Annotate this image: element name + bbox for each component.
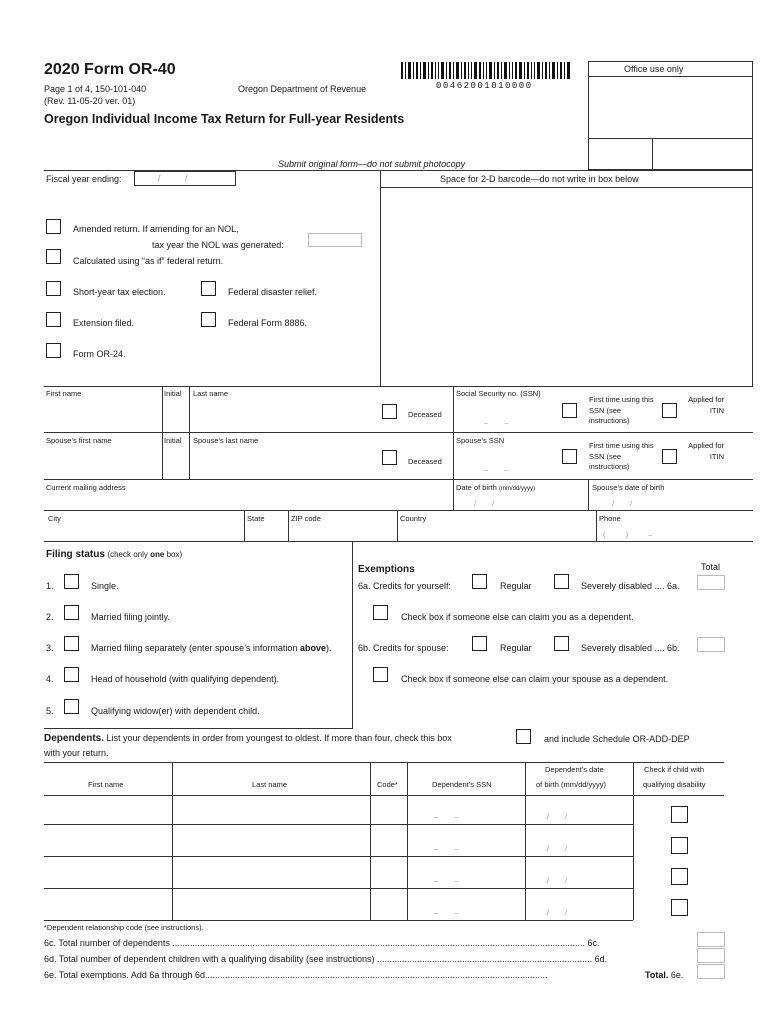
dob-field[interactable] (456, 494, 585, 508)
spouse-ssn-field[interactable] (456, 447, 556, 473)
spouse-last-name-field[interactable] (191, 447, 377, 475)
spouse-first-time-ssn-checkbox[interactable] (562, 449, 577, 464)
disabled-yourself-label: Severely disabled .... 6a. (581, 581, 680, 591)
row-dob-mask: / / (547, 844, 568, 853)
col-dob-line1: Dependent’s date (545, 765, 604, 774)
line-6e-total: Total. 6e. (645, 970, 684, 980)
line-6b-field[interactable] (697, 637, 725, 652)
spouse-first-time-ssn-label: First time using this SSN (see instructions) (589, 441, 654, 471)
row-dob-mask: / / (547, 812, 568, 821)
spouse-ssn-mask: – – (484, 465, 509, 474)
ssn-label: Social Security no. (SSN) (456, 389, 541, 398)
dependents-instructions-tail: and include Schedule OR-ADD-DEP (544, 734, 690, 744)
form-title: 2020 Form OR-40 (44, 61, 176, 78)
table-row[interactable] (44, 825, 633, 856)
exemptions-heading: Exemptions (358, 564, 415, 575)
row-ssn-mask: – – (434, 812, 459, 821)
dependent-spouse-label: Check box if someone else can claim your spouse as a dependent. (401, 674, 669, 684)
deceased-checkbox[interactable] (382, 404, 397, 419)
disability-checkbox-1[interactable] (671, 806, 688, 823)
col-first-name: First name (88, 780, 124, 789)
extension-label: Extension filed. (73, 318, 135, 328)
as-if-label: Calculated using “as if” federal return. (73, 256, 224, 266)
regular-yourself-label: Regular (500, 581, 532, 591)
dependents-instructions-line2: with your return. (44, 748, 109, 758)
spouse-dob-field[interactable] (592, 494, 750, 508)
zip-label: ZIP code (291, 514, 321, 523)
regular-spouse-checkbox[interactable] (472, 636, 487, 651)
table-row[interactable] (44, 857, 633, 888)
col-code: Code* (377, 780, 398, 789)
short-year-checkbox[interactable] (46, 281, 61, 296)
extension-checkbox[interactable] (46, 312, 61, 327)
col-last-name: Last name (252, 780, 288, 789)
row-dob-mask: / / (547, 908, 568, 917)
first-time-ssn-label: First time using this SSN (see instructions) (589, 395, 654, 425)
barcode-number: 00462001010000 (436, 81, 533, 91)
col-ssn: Dependent’s SSN (432, 780, 492, 789)
phone-label: Phone (599, 514, 621, 523)
filing-single-checkbox[interactable] (64, 574, 79, 589)
first-name-field[interactable] (46, 400, 160, 428)
agency-name: Oregon Department of Revenue (238, 84, 367, 94)
line-6c-field[interactable] (697, 932, 725, 947)
line-6c-label: 6c. Total number of dependents ..................................................................................................................................................................... 6c. (44, 938, 600, 948)
disability-checkbox-4[interactable] (671, 899, 688, 916)
spouse-first-name-label: Spouse’s first name (46, 436, 112, 445)
spouse-first-name-field[interactable] (46, 447, 160, 475)
table-row[interactable] (44, 889, 633, 920)
more-dependents-checkbox[interactable] (516, 729, 531, 744)
table-row[interactable] (44, 796, 633, 824)
office-use-box (588, 61, 753, 170)
line-6d-field[interactable] (697, 948, 725, 963)
barcode-space-label: Space for 2-D barcode—do not write in box below (440, 174, 639, 184)
country-field[interactable] (400, 525, 593, 539)
disabled-spouse-checkbox[interactable] (554, 636, 569, 651)
form-or24-label: Form OR-24. (73, 349, 126, 359)
initial-label: Initial (164, 389, 182, 398)
disaster-relief-label: Federal disaster relief. (228, 287, 318, 297)
state-field[interactable] (247, 525, 285, 539)
filing-status-num-3: 3. (46, 643, 54, 653)
filing-single-label: Single. (91, 581, 119, 591)
spouse-initial-field[interactable] (164, 447, 187, 475)
dependents-footnote: *Dependent relationship code (see instructions). (44, 923, 204, 932)
dob-mask: / / (474, 499, 495, 508)
credits-yourself-label: 6a. Credits for yourself: (358, 581, 452, 591)
short-year-label: Short-year tax election. (73, 287, 166, 297)
filing-status-num-2: 2. (46, 612, 54, 622)
col-disability-line1: Check if child with (644, 765, 705, 774)
filing-widow-checkbox[interactable] (64, 699, 79, 714)
spouse-deceased-label: Deceased (408, 457, 442, 466)
dependent-yourself-checkbox[interactable] (373, 605, 388, 620)
exemptions-total-label: Total (701, 562, 721, 572)
filing-hoh-checkbox[interactable] (64, 667, 79, 682)
filing-joint-checkbox[interactable] (64, 605, 79, 620)
spouse-ssn-label: Spouse’s SSN (456, 436, 505, 445)
office-use-label: Office use only (624, 64, 684, 74)
filing-status-num-5: 5. (46, 706, 54, 716)
form-8886-checkbox[interactable] (201, 312, 216, 327)
filing-status-heading: Filing status (check only one box) (46, 549, 183, 560)
form-subtitle: Oregon Individual Income Tax Return for Full-year Residents (44, 112, 405, 126)
disabled-spouse-label: Severely disabled .... 6b. (581, 643, 680, 653)
state-label: State (247, 514, 265, 523)
spouse-last-name-label: Spouse’s last name (193, 436, 259, 445)
line-6d-label: 6d. Total number of dependent children with a qualifying disability (see instructions) ...................................................................................... 6d. (44, 954, 608, 964)
deceased-label: Deceased (408, 410, 442, 419)
initial-field[interactable] (164, 400, 187, 428)
row-ssn-mask: – – (434, 876, 459, 885)
page-info: Page 1 of 4, 150-101-040 (44, 84, 147, 94)
disabled-yourself-checkbox[interactable] (554, 574, 569, 589)
city-label: City (48, 514, 61, 523)
credits-spouse-label: 6b. Credits for spouse: (358, 643, 449, 653)
filing-separate-checkbox[interactable] (64, 636, 79, 651)
disaster-relief-checkbox[interactable] (201, 281, 216, 296)
spouse-dob-label: Spouse’s date of birth (592, 483, 665, 492)
fiscal-year-mask: / / (158, 173, 188, 183)
dependents-heading: Dependents. List your dependents in order from youngest to oldest. If more than four, check this box (44, 733, 452, 744)
dob-label: Date of birth (mm/dd/yyyy) (456, 483, 535, 492)
row-ssn-mask: – – (434, 908, 459, 917)
filing-joint-label: Married filing jointly. (91, 612, 170, 622)
line-6a-field[interactable] (697, 575, 725, 590)
city-field[interactable] (48, 525, 241, 539)
filing-status-num-4: 4. (46, 674, 54, 684)
spouse-deceased-checkbox[interactable] (382, 450, 397, 465)
submit-note: Submit original form—do not submit photocopy (278, 159, 466, 169)
spouse-dob-mask: / / (612, 499, 633, 508)
filing-hoh-label: Head of household (with qualifying dependent). (91, 674, 280, 684)
row-ssn-mask: – – (434, 844, 459, 853)
nol-year-field[interactable] (308, 233, 362, 247)
line-6e-label: 6e. Total exemptions. Add 6a through 6d......................................................................................................................................... (44, 970, 548, 980)
phone-field[interactable] (599, 525, 750, 539)
country-label: Country (400, 514, 427, 523)
phone-mask: ( ) – (603, 530, 653, 539)
disability-checkbox-3[interactable] (671, 868, 688, 885)
spouse-applied-itin-label: Applied for ITIN (688, 441, 724, 461)
spouse-applied-itin-checkbox[interactable] (662, 449, 677, 464)
last-name-field[interactable] (191, 400, 377, 428)
dependent-yourself-label: Check box if someone else can claim you as a dependent. (401, 612, 634, 622)
spouse-initial-label: Initial (164, 436, 182, 445)
col-dob-line2: of birth (mm/dd/yyyy) (536, 780, 607, 789)
amended-return-label: Amended return. If amending for an NOL, (73, 224, 239, 234)
filing-status-num-1: 1. (46, 581, 54, 591)
dependent-spouse-checkbox[interactable] (373, 667, 388, 682)
regular-yourself-checkbox[interactable] (472, 574, 487, 589)
last-name-label: Last name (193, 389, 229, 398)
applied-itin-checkbox[interactable] (662, 403, 677, 418)
row-dob-mask: / / (547, 876, 568, 885)
filing-status-panel (44, 541, 353, 729)
line-6e-field[interactable] (697, 964, 725, 979)
as-if-checkbox[interactable] (46, 249, 61, 264)
revision-info: (Rev. 11-05-20 ver. 01) (44, 96, 136, 106)
zip-field[interactable] (291, 525, 394, 539)
first-time-ssn-checkbox[interactable] (562, 403, 577, 418)
filing-widow-label: Qualifying widow(er) with dependent child. (91, 706, 260, 716)
form-8886-label: Federal Form 8886. (228, 318, 308, 328)
disability-checkbox-2[interactable] (671, 837, 688, 854)
nol-year-label: tax year the NOL was generated: (152, 240, 284, 250)
ssn-mask: – – (484, 418, 509, 427)
mailing-address-label: Current mailing address (46, 483, 126, 492)
amended-return-checkbox[interactable] (46, 219, 61, 234)
barcode-image (401, 62, 571, 79)
applied-itin-label: Applied for ITIN (688, 395, 724, 415)
fiscal-year-label: Fiscal year ending: (46, 174, 122, 184)
first-name-label: First name (46, 389, 82, 398)
col-disability-line2: qualifying disability (643, 780, 706, 789)
form-or24-checkbox[interactable] (46, 343, 61, 358)
filing-separate-label: Married filing separately (enter spouse’s information above). (91, 643, 332, 653)
regular-spouse-label: Regular (500, 643, 532, 653)
mailing-address-field[interactable] (46, 494, 450, 508)
ssn-field[interactable] (456, 400, 556, 426)
